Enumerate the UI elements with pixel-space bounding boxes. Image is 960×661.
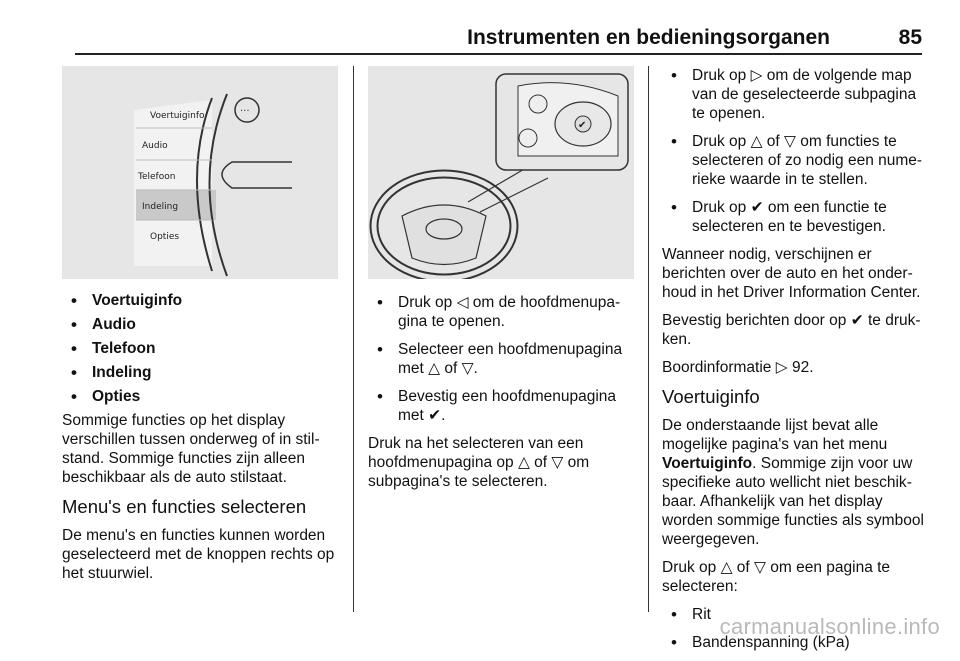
- list-item: • Druk op ✔ om een functie te selecteren en te bevestigen.: [662, 198, 928, 236]
- paragraph: Sommige functies op het display verschillen tussen onderweg of in stilstand. Sommige functies zijn alleen beschikbaar als de auto stilstaat.: [62, 412, 320, 486]
- paragraph: De menu's en functies kunnen worden geselecteerd met de knoppen rechts op het stuurwiel.: [62, 527, 335, 582]
- list-item: • Druk op △ of ▽ om functies te selecteren of zo nodig een numerieke waarde in te stellen.: [662, 132, 928, 189]
- menu-list: [62, 291, 344, 406]
- display-menu-figure: [62, 66, 338, 279]
- paragraph: [662, 416, 928, 549]
- list-item: • Druk op ▷ om de volgende map van de geselecteerde subpagina te openen.: [662, 66, 928, 123]
- column-3: [662, 66, 928, 661]
- page-number: 85: [898, 26, 922, 49]
- list-item: • Druk op ◁ om de hoofdmenupagina te openen.: [368, 293, 636, 331]
- list-item: • Rit: [662, 605, 928, 624]
- page-reference[interactable]: Boordinformatie ▷ 92.: [662, 359, 814, 376]
- steering-wheel-illustration: [368, 66, 634, 279]
- list-item: • Audio: [62, 315, 344, 334]
- list-item: • Voertuiginfo: [62, 291, 344, 310]
- svg-text:···: ···: [240, 106, 250, 117]
- list-item: • Bevestig een hoofdmenupagina met ✔.: [368, 387, 636, 425]
- list-item: • Selecteer een hoofdmenupagina met △ of ▽.: [368, 340, 636, 378]
- running-header: Instrumenten en bedieningsorganen: [467, 26, 830, 49]
- steering-wheel-figure: [368, 66, 634, 279]
- paragraph: Bevestig berichten door op ✔ te drukken.: [662, 312, 921, 348]
- column-divider: [353, 66, 354, 612]
- svg-text:✔: ✔: [578, 120, 587, 131]
- header-rule: [75, 53, 922, 55]
- menu-name: Voertuiginfo: [662, 455, 753, 472]
- column-1: [62, 66, 344, 592]
- paragraph: Wanneer nodig, verschijnen er berichten over de auto en het onderhoud in het Driver Information Center.: [662, 246, 921, 301]
- step-list: [662, 66, 928, 236]
- step-list: [368, 293, 636, 425]
- fig-menu-item: Voertuiginfo: [150, 111, 205, 121]
- list-item: • Bandenspanning (kPa): [662, 633, 928, 652]
- text-run: . Sommige zijn voor uw specifieke auto wellicht niet beschikbaar. Afhankelijk van het display worden sommige functies als symbool weergegeven.: [662, 455, 924, 548]
- section-heading: Voertuiginfo: [662, 386, 760, 407]
- fig-menu-item: Audio: [142, 141, 168, 151]
- column-2: [368, 66, 636, 500]
- list-item: • Indeling: [62, 363, 344, 382]
- watermark: carmanualsonline.info: [719, 614, 940, 639]
- column-divider: [648, 66, 649, 612]
- list-item: • Opties: [62, 387, 344, 406]
- paragraph: Druk op △ of ▽ om een pagina te selecteren:: [662, 559, 891, 595]
- text-run: De onderstaande lijst bevat alle mogelijke pagina's van het menu: [662, 417, 888, 453]
- list-item: • Telefoon: [62, 339, 344, 358]
- fig-menu-item: Telefoon: [138, 172, 176, 182]
- fig-menu-item: Opties: [150, 232, 180, 242]
- section-heading: Menu's en functies selecteren: [62, 496, 307, 517]
- paragraph: Druk na het selecteren van een hoofdmenupagina op △ of ▽ om subpagina's te selecteren.: [368, 435, 590, 490]
- display-menu-illustration: [62, 66, 338, 279]
- fig-menu-item: Indeling: [142, 202, 179, 212]
